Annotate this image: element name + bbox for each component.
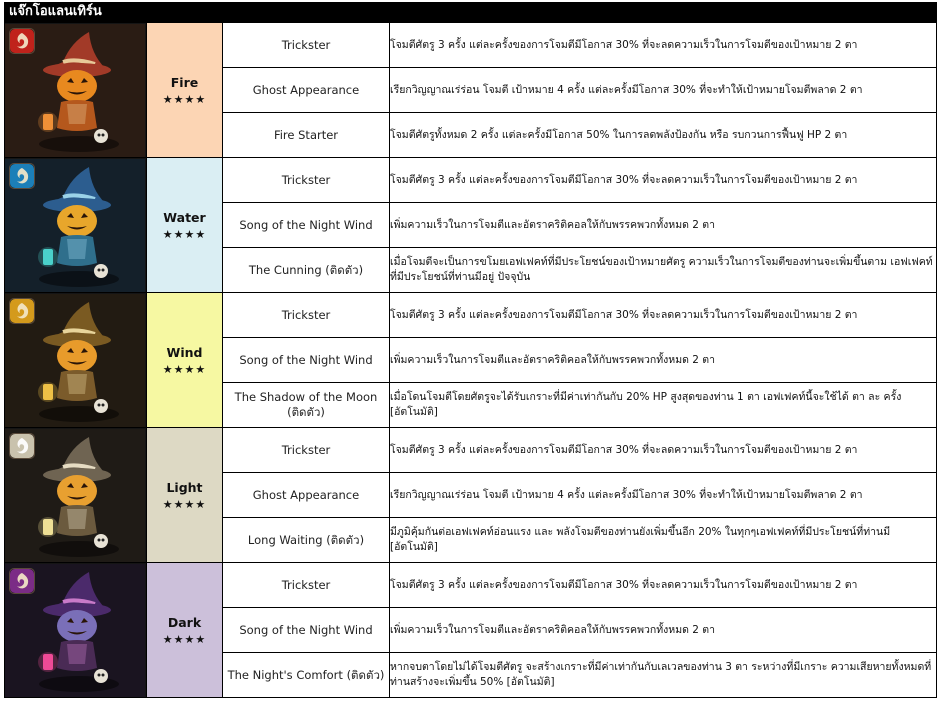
wind-element-icon (9, 298, 35, 324)
light-element-icon (9, 433, 35, 459)
jack-o-lantern-portrait (5, 159, 145, 292)
star-rating: ★★★★ (162, 632, 207, 646)
monster-skill-sheet (4, 2, 937, 698)
element-name: Fire (170, 74, 199, 90)
skill-name: The Night's Comfort (ติดตัว) (223, 653, 390, 698)
skill-row (5, 428, 937, 473)
skill-description: โจมตีศัตรู 3 ครั้ง แต่ละครั้งของการโจมตีมีโอกาส 30% ที่จะลดความเร็วในการโจมตีของเป้าหมาย 2 ตา (390, 23, 937, 68)
star-rating: ★★★★ (162, 92, 207, 106)
jack-o-lantern-portrait (5, 24, 145, 157)
star-rating: ★★★★ (162, 362, 207, 376)
skill-description: เรียกวิญญาณเร่ร่อน โจมตี เป้าหมาย 4 ครั้ง แต่ละครั้งมีโอกาส 30% ที่จะทำให้เป้าหมายโจมตีพลาด 2 ตา (390, 473, 937, 518)
element-name: Wind (166, 344, 203, 360)
skill-name: Ghost Appearance (223, 68, 390, 113)
wind-portrait-cell (5, 293, 147, 428)
skill-name: Trickster (223, 23, 390, 68)
skill-description: โจมตีศัตรู 3 ครั้ง แต่ละครั้งของการโจมตีมีโอกาส 30% ที่จะลดความเร็วในการโจมตีของเป้าหมาย 2 ตา (390, 563, 937, 608)
skill-row (5, 23, 937, 68)
wind-element-cell (147, 293, 223, 428)
skill-description: เพิ่มความเร็วในการโจมตีและอัตราคริติคอลให้กับพรรคพวกทั้งหมด 2 ตา (390, 608, 937, 653)
skill-name: Long Waiting (ติดตัว) (223, 518, 390, 563)
skill-description: เมื่อโจมตีจะเป็นการขโมยเอฟเฟคท์ที่มีประโยชน์ของเป้าหมายศัตรู ความเร็วในการโจมตีของท่านจะเพิ่มขึ้นตาม เอฟเฟคท์ที่มีประโยชน์ที่ท่านมีอยู่ ปัจจุบัน (390, 248, 937, 293)
skill-description: โจมตีศัตรู 3 ครั้ง แต่ละครั้งของการโจมตีมีโอกาส 30% ที่จะลดความเร็วในการโจมตีของเป้าหมาย 2 ตา (390, 158, 937, 203)
skill-name: Song of the Night Wind (223, 608, 390, 653)
skill-description: มีภูมิคุ้มกันต่อเอฟเฟคท์อ่อนแรง และ พลังโจมตีของท่านยังเพิ่มขึ้นอีก 20% ในทุกๆเอฟเฟคท์ที่มีประโยชน์ที่ท่านมี [อัตโนมัติ] (390, 518, 937, 563)
skill-name: Trickster (223, 158, 390, 203)
water-element-icon (9, 163, 35, 189)
dark-element-icon (9, 568, 35, 594)
jack-o-lantern-portrait (5, 429, 145, 562)
skill-name: The Shadow of the Moon (ติดตัว) (223, 383, 390, 428)
skill-name: Fire Starter (223, 113, 390, 158)
jack-o-lantern-portrait (5, 564, 145, 697)
skill-row (5, 293, 937, 338)
dark-element-cell (147, 563, 223, 698)
skill-description: เรียกวิญญาณเร่ร่อน โจมตี เป้าหมาย 4 ครั้ง แต่ละครั้งมีโอกาส 30% ที่จะทำให้เป้าหมายโจมตีพลาด 2 ตา (390, 68, 937, 113)
fire-element-icon (9, 28, 35, 54)
fire-portrait-cell (5, 23, 147, 158)
skill-name: The Cunning (ติดตัว) (223, 248, 390, 293)
skill-description: เมื่อโดนโจมตีโดยศัตรูจะได้รับเกราะที่มีค่าเท่ากันกับ 20% HP สูงสุดของท่าน 1 ตา เอฟเฟคท์นี้จะใช้ได้ ตา ละ ครั้ง [อัตโนมัติ] (390, 383, 937, 428)
star-rating: ★★★★ (162, 227, 207, 241)
skill-table (4, 22, 937, 698)
skill-description: โจมตีศัตรู 3 ครั้ง แต่ละครั้งของการโจมตีมีโอกาส 30% ที่จะลดความเร็วในการโจมตีของเป้าหมาย 2 ตา (390, 428, 937, 473)
water-portrait-cell (5, 158, 147, 293)
sheet-title: แจ๊กโอแลนเทิร์น (4, 2, 937, 22)
jack-o-lantern-portrait (5, 294, 145, 427)
skill-row (5, 158, 937, 203)
skill-name: Song of the Night Wind (223, 203, 390, 248)
star-rating: ★★★★ (162, 497, 207, 511)
skill-name: Trickster (223, 563, 390, 608)
fire-element-cell (147, 23, 223, 158)
skill-description: โจมตีศัตรูทั้งหมด 2 ครั้ง แต่ละครั้งมีโอกาส 50% ในการลดพลังป้องกัน หรือ รบกวนการฟื้นฟู HP 2 ตา (390, 113, 937, 158)
skill-description: เพิ่มความเร็วในการโจมตีและอัตราคริติคอลให้กับพรรคพวกทั้งหมด 2 ตา (390, 203, 937, 248)
skill-name: Ghost Appearance (223, 473, 390, 518)
element-name: Dark (167, 614, 202, 630)
skill-description: เพิ่มความเร็วในการโจมตีและอัตราคริติคอลให้กับพรรคพวกทั้งหมด 2 ตา (390, 338, 937, 383)
skill-description: โจมตีศัตรู 3 ครั้ง แต่ละครั้งของการโจมตีมีโอกาส 30% ที่จะลดความเร็วในการโจมตีของเป้าหมาย 2 ตา (390, 293, 937, 338)
skill-row (5, 563, 937, 608)
skill-name: Song of the Night Wind (223, 338, 390, 383)
water-element-cell (147, 158, 223, 293)
skill-name: Trickster (223, 428, 390, 473)
light-element-cell (147, 428, 223, 563)
dark-portrait-cell (5, 563, 147, 698)
skill-description: หากจบตาโดยไม่ได้โจมตีศัตรู จะสร้างเกราะที่มีค่าเท่ากันกับเลเวลของท่าน 3 ตา ระหว่างที่มีเกราะ ความเสียหายทั้งหมดที่ท่านสร้างจะเพิ่มขึ้น 50% [อัตโนมัติ] (390, 653, 937, 698)
element-name: Water (163, 209, 206, 225)
skill-name: Trickster (223, 293, 390, 338)
element-name: Light (166, 479, 203, 495)
light-portrait-cell (5, 428, 147, 563)
